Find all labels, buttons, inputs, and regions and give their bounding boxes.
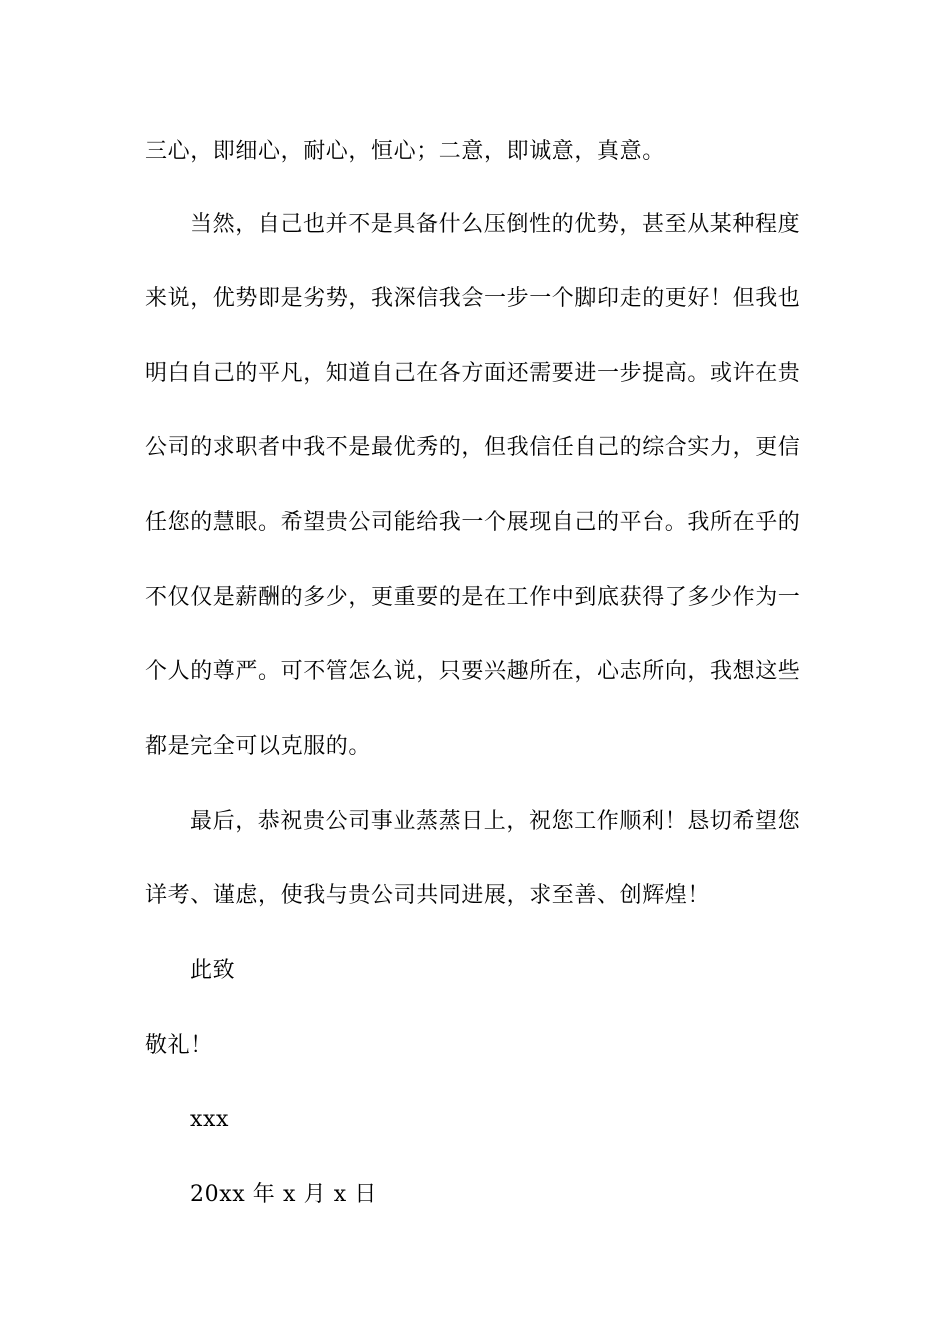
closing-respect: 敬礼！ xyxy=(145,1033,213,1058)
text-line: 详考、谨虑，使我与贵公司共同进展，求至善、创辉煌！ xyxy=(145,883,711,908)
text-line: 个人的尊严。可不管怎么说，只要兴趣所在，心志所向，我想这些 xyxy=(145,659,801,684)
text-line: 任您的慧眼。希望贵公司能给我一个展现自己的平台。我所在乎的 xyxy=(145,510,801,535)
text-line: 当然，自己也并不是具备什么压倒性的优势，甚至从某种程度 xyxy=(190,212,801,237)
signature-name: xxx xyxy=(190,1107,230,1132)
text-line: 三心，即细心，耐心，恒心；二意，即诚意，真意。 xyxy=(145,139,665,164)
text-line: 最后，恭祝贵公司事业蒸蒸日上，祝您工作顺利！恳切希望您 xyxy=(190,809,801,834)
text-line: 公司的求职者中我不是最优秀的，但我信任自己的综合实力，更信 xyxy=(145,435,801,460)
text-line: 都是完全可以克服的。 xyxy=(145,734,372,759)
text-line: 来说，优势即是劣势，我深信我会一步一个脚印走的更好！但我也 xyxy=(145,286,801,311)
text-line: 明白自己的平凡，知道自己在各方面还需要进一步提高。或许在贵 xyxy=(145,361,801,386)
closing-salutation: 此致 xyxy=(190,958,236,983)
signature-date: 20xx 年 x 月 x 日 xyxy=(190,1182,377,1207)
text-line: 不仅仅是薪酬的多少，更重要的是在工作中到底获得了多少作为一 xyxy=(145,585,801,610)
